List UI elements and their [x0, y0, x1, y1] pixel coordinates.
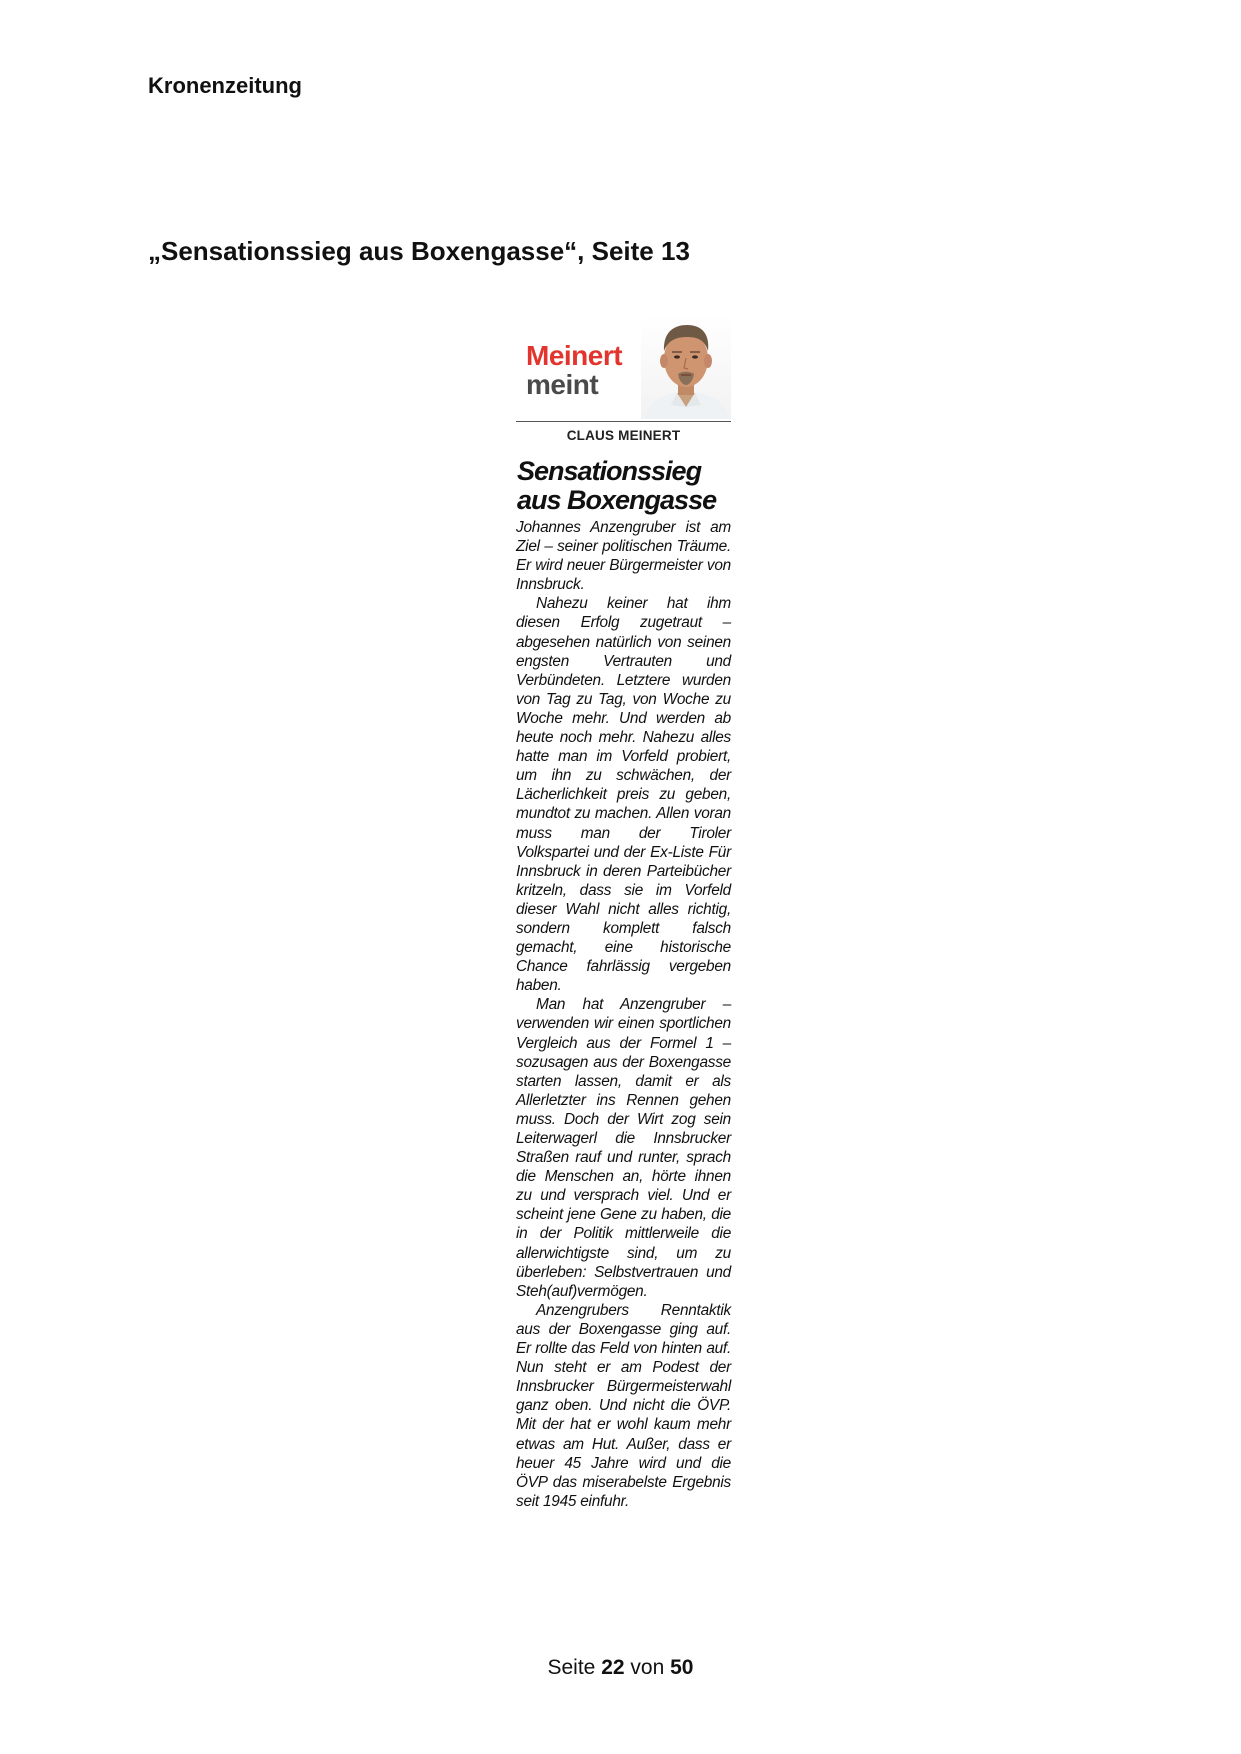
article-paragraph: Nahezu keiner hat ihm diesen Erfolg zugetraut – abgesehen natürlich von seinen engsten Vertrauten und Verbündeten. Letztere wurden von Tag zu Tag, von Woche zu Woche mehr. Und werden ab heute noch mehr. Nahezu alles hatte man im Vorfeld probiert, um ihn zu schwächen, der Lächerlichkeit preis zu geben, mundtot zu machen. Allen voran muss man der Tiroler Volkspartei und der Ex-Liste Für Innsbruck in deren Parteibücher kritzeln, dass sie im Vorfeld dieser Wahl nicht alles richtig, sondern komplett falsch gemacht, eine historische Chance fahrlässig vergeben haben.: [516, 595, 731, 995]
article-body: [516, 518, 731, 1511]
column-name-line1: Meinert: [526, 340, 623, 371]
current-page: 22: [601, 1656, 625, 1679]
headline-line1: Sensationssieg: [517, 456, 702, 486]
article-paragraph: Man hat Anzengruber – verwenden wir einen sportlichen Vergleich aus der Formel 1 – sozusagen aus der Boxengasse starten lassen, damit er als Allerletzter ins Rennen gehen muss. Doch der Wirt zog sein Leiterwagerl die Innsbrucker Straßen rauf und runter, sprach die Menschen an, hörte ihnen zu und versprach viel. Und er scheint jene Gene zu haben, die in der Politik mittlerweile die allerwichtigste sind, um zu überleben: Selbstvertrauen und Steh(auf)vermögen.: [516, 996, 731, 1300]
total-pages: 50: [670, 1656, 694, 1679]
column-name-line2: meint: [526, 369, 599, 400]
newspaper-clipping: [516, 313, 731, 1511]
page-separator: von: [630, 1656, 665, 1679]
publication-name: Kronenzeitung: [148, 73, 302, 98]
article-paragraph: Anzengrubers Renntaktik aus der Boxengasse ging auf. Er rollte das Feld von hinten auf. Nun steht er am Podest der Innsbrucker Bürgermeisterwahl ganz oben. Und nicht die ÖVP. Mit der hat er wohl kaum mehr etwas am Hut. Außer, dass er heuer 45 Jahre wird und die ÖVP das miserabelste Ergebnis seit 1945 einfuhr.: [516, 1301, 731, 1510]
author-name: CLAUS MEINERT: [566, 428, 681, 443]
column-header: [516, 313, 731, 422]
headline-line2: aus Boxengasse: [517, 485, 717, 515]
article-paragraph: Johannes Anzengruber ist am Ziel – seiner politischen Träume. Er wird neuer Bürgermeister von Innsbruck.: [516, 519, 731, 594]
page-number: [0, 1656, 1241, 1680]
author-portrait: [641, 315, 731, 419]
article-reference-title: „Sensationssieg aus Boxengasse“, Seite 13: [148, 236, 690, 266]
article-headline: [516, 457, 731, 515]
column-logo: [526, 341, 622, 399]
page-prefix: Seite: [547, 1656, 596, 1679]
